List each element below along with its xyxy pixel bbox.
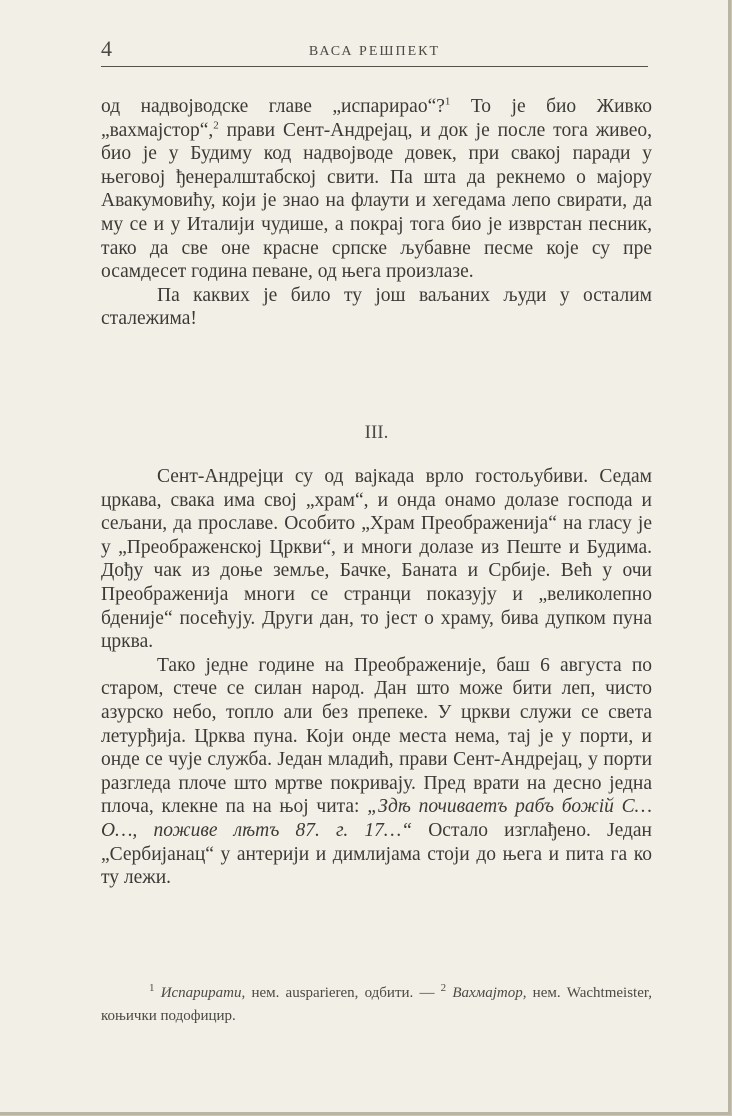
paragraph <box>101 654 652 890</box>
text-block-top <box>101 95 652 331</box>
footnote-ref: 1 <box>444 95 451 108</box>
paragraph-text: од надвојводске главе „испарирао“? <box>101 96 445 117</box>
footnote-term: Вахмајтор <box>452 985 523 1001</box>
text-block-section <box>101 465 652 890</box>
page-number: 4 <box>101 36 112 61</box>
footnote-number: 2 <box>440 982 447 994</box>
footnote-text: , нем. Wachtmeister, коњички подофицир. <box>101 985 653 1024</box>
section-heading: III. <box>364 422 389 443</box>
paragraph-text: То је био Живко „вахмајстор“, <box>101 96 652 141</box>
running-title: ВАСА РЕШПЕКТ <box>308 44 441 59</box>
footnote-number: 1 <box>149 982 155 994</box>
paragraph: Па каквих је било ту још ваљаних људи у осталим сталежима! <box>101 284 652 330</box>
footnote-ref: 2 <box>213 119 219 132</box>
paragraph-text: Остало изглађено. Један „Сербијанац“ у антерији и димлијама стоји до њега и пита га ко ту лежи. <box>101 819 652 889</box>
footnote-term: Испарирати <box>160 985 242 1001</box>
paragraph-continuation <box>101 95 652 284</box>
paragraph: Сент-Андрејци су од вајкада врло гостољубиви. Седам цркава, свака има свој „храм“, и онда онамо долазе господа и сељани, да прославе. Особито „Храм Преображенија“ на гласу је у „Преображенској Цркви“, и многи долазе из Пеште и Будима. Дођу чак из доње земље, Бачке, Баната и Србије. Већ у очи Преображенија многи се странци показују и „великолепно бденије“ посећују. Други дан, то јест о храму, бива дупком пуна црква. <box>101 466 652 653</box>
page-header <box>101 36 648 67</box>
inscription-text: „Здѣ почиваетъ рабъ божій С… О…, поживе лѣтъ 87. г. 17…“ <box>101 796 652 841</box>
paragraph-text: прави Сент-Андрејац, и док је после тога живео, био је у Будиму код надвојводе довек, при свакој паради у његовој ђенералштабској свити. Па шта да рекнемо о мајору Авакумовићу, који је знао на флаути и хегедама лепо свирати, да му се и у Италији чудише, а покрај тога био је изврстан песник, тако да све оне красне српске љубавне песме које су пре осамдесет година певане, од њега произлазе. <box>101 119 652 283</box>
paragraph-text: Тако једне године на Преображеније, баш 6 августа по старом, стече се силан народ. Дан што може бити леп, чисто азурско небо, топло али без препеке. У цркви служи се света летурђија. Црква пуна. Који онде места нема, тај је у порти, и онде се чује служба. Један младић, прави Сент-Андрејац, у порти разгледа плоче што мртве покривају. Пред врати на десно једна плоча, клекне па на њој чита: <box>101 654 652 818</box>
footnote-text: , нем. ausparieren, одбити. — <box>241 985 441 1001</box>
footnotes <box>101 982 652 1028</box>
